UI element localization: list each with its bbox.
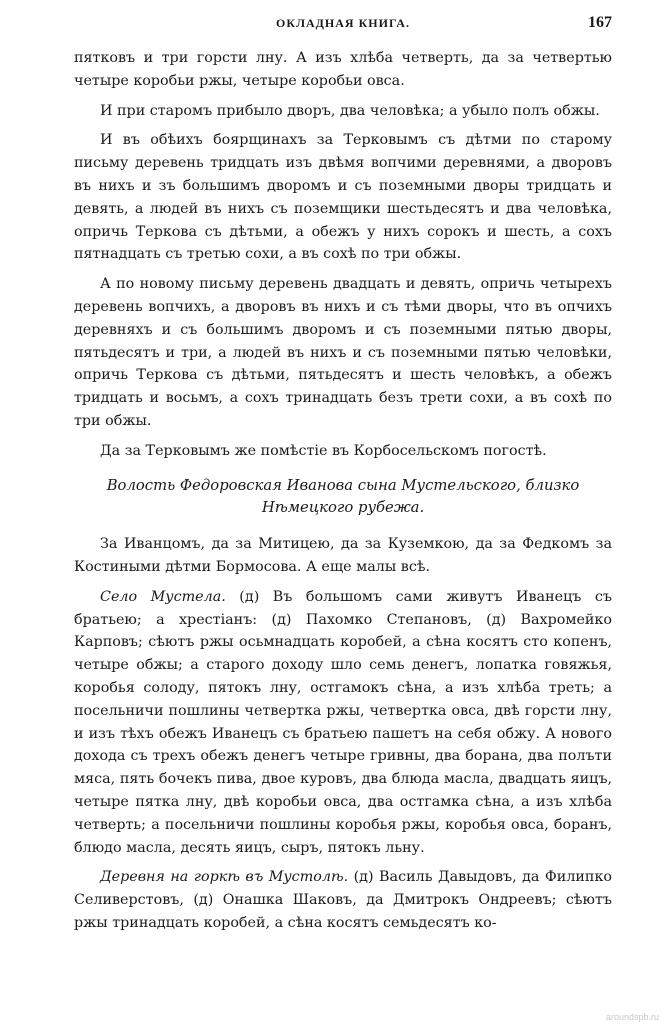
page-number: 167 [588, 14, 612, 31]
paragraph-2: И при старомъ прибыло дворъ, два человѣка; а убыло полъ обжы. [100, 102, 600, 119]
section-paragraph-2 [74, 586, 612, 860]
running-title: ОКЛАДНАЯ КНИГА. [276, 16, 410, 30]
book-page [74, 14, 612, 942]
hamlet-name: Деревня на горкѣ въ Мустолѣ. [100, 869, 349, 886]
body-text [74, 47, 612, 935]
paragraph-5: Да за Терковымъ же помѣстіе въ Корбосельскомъ погостѣ. [100, 442, 547, 459]
village-name: Село Мустела. [100, 588, 226, 605]
village-text: (д) Въ большомъ сами живутъ Иванецъ съ братьею; а хрестіанъ: (д) Пахомко Степановъ, (д) Вахромейко Карповъ; сѣютъ ржы осьмнадцать коробей, а сѣна косятъ сто копенъ, четыре обжы; а старого доходу шло семь денегъ, лопатка говяжья, коробья солоду, пятокъ лну, остгамокъ сѣна, а изъ хлѣба треть; а посельничи пошлины четвертка ржы, четвертка овса, двѣ горсти лну, и изъ тѣхъ обежъ Иванецъ съ братьею пашетъ на себя обжу. А нового дохода съ трехъ обежъ денегъ четыре гривны, два борана, два полъти мяса, пять бочекъ пива, двое куровъ, два блюда масла, двадцать яицъ, четыре пятка лну, двѣ коробьи овса, два остгамка сѣна, а изъ хлѣба четверть; а посельничи пошлины коробья ржы, коробья овса, боранъ, блюдо масла, десять яицъ, сыръ, пятокъ льну. [74, 588, 612, 856]
section-heading-line-2: Нѣмецкого рубежа. [261, 499, 425, 517]
running-head [74, 14, 612, 34]
section-paragraph-1: За Иванцомъ, да за Митицею, да за Куземкою, да за Федкомъ за Костиными дѣтми Бормосова. А еще малы всѣ. [74, 536, 612, 575]
section-heading [74, 475, 612, 521]
hamlet-text: (д) Василь Давыдовъ, да Филипко Селиверстовъ, (д) Онашка Шаковъ, да Дмитрокъ Ондреевъ; сѣютъ ржы тринадцать коробей, а сѣна косятъ семьдесятъ ко- [74, 869, 612, 931]
paragraph-3: И въ обѣихъ боярщинахъ за Терковымъ съ дѣтми по старому письму деревень тридцать изъ двѣмя вопчими деревнями, а дворовъ въ нихъ и зъ большимъ дворомъ и съ поземными дворы тридцать и девять, а людей въ нихъ съ поземщики шестьдесятъ и два человѣка, опричь Теркова съ дѣтьми, а обежъ у нихъ сорокъ и шесть, а сохъ пятнадцать съ третью сохи, а въ сохѣ по три обжы. [74, 132, 612, 263]
paragraph-1: пятковъ и три горсти лну. А изъ хлѣба четверть, да за четвертью четыре коробьи ржы, четыре коробьи овса. [74, 50, 612, 89]
paragraph-4: А по новому письму деревень двадцать и девять, опричь четырехъ деревень вопчихъ, а дворовъ въ нихъ и съ тѣми дворы, что въ опчихъ деревняхъ и съ большимъ дворомъ и съ поземными пятью дворы, пятьдесятъ и три, а людей въ нихъ и съ поземными пятью человѣки, опричь Теркова съ дѣтьми, пятьдесятъ и шесть человѣкъ, а обежъ тридцать и восьмъ, а сохъ тринадцать безъ трети сохи, а въ сохѣ по три обжы. [74, 276, 612, 429]
section-heading-line-1: Волость Федоровская Иванова сына Мустельского, близко [106, 476, 580, 494]
watermark: aroundspb.ru [605, 1012, 659, 1022]
section-paragraph-3 [74, 866, 612, 934]
